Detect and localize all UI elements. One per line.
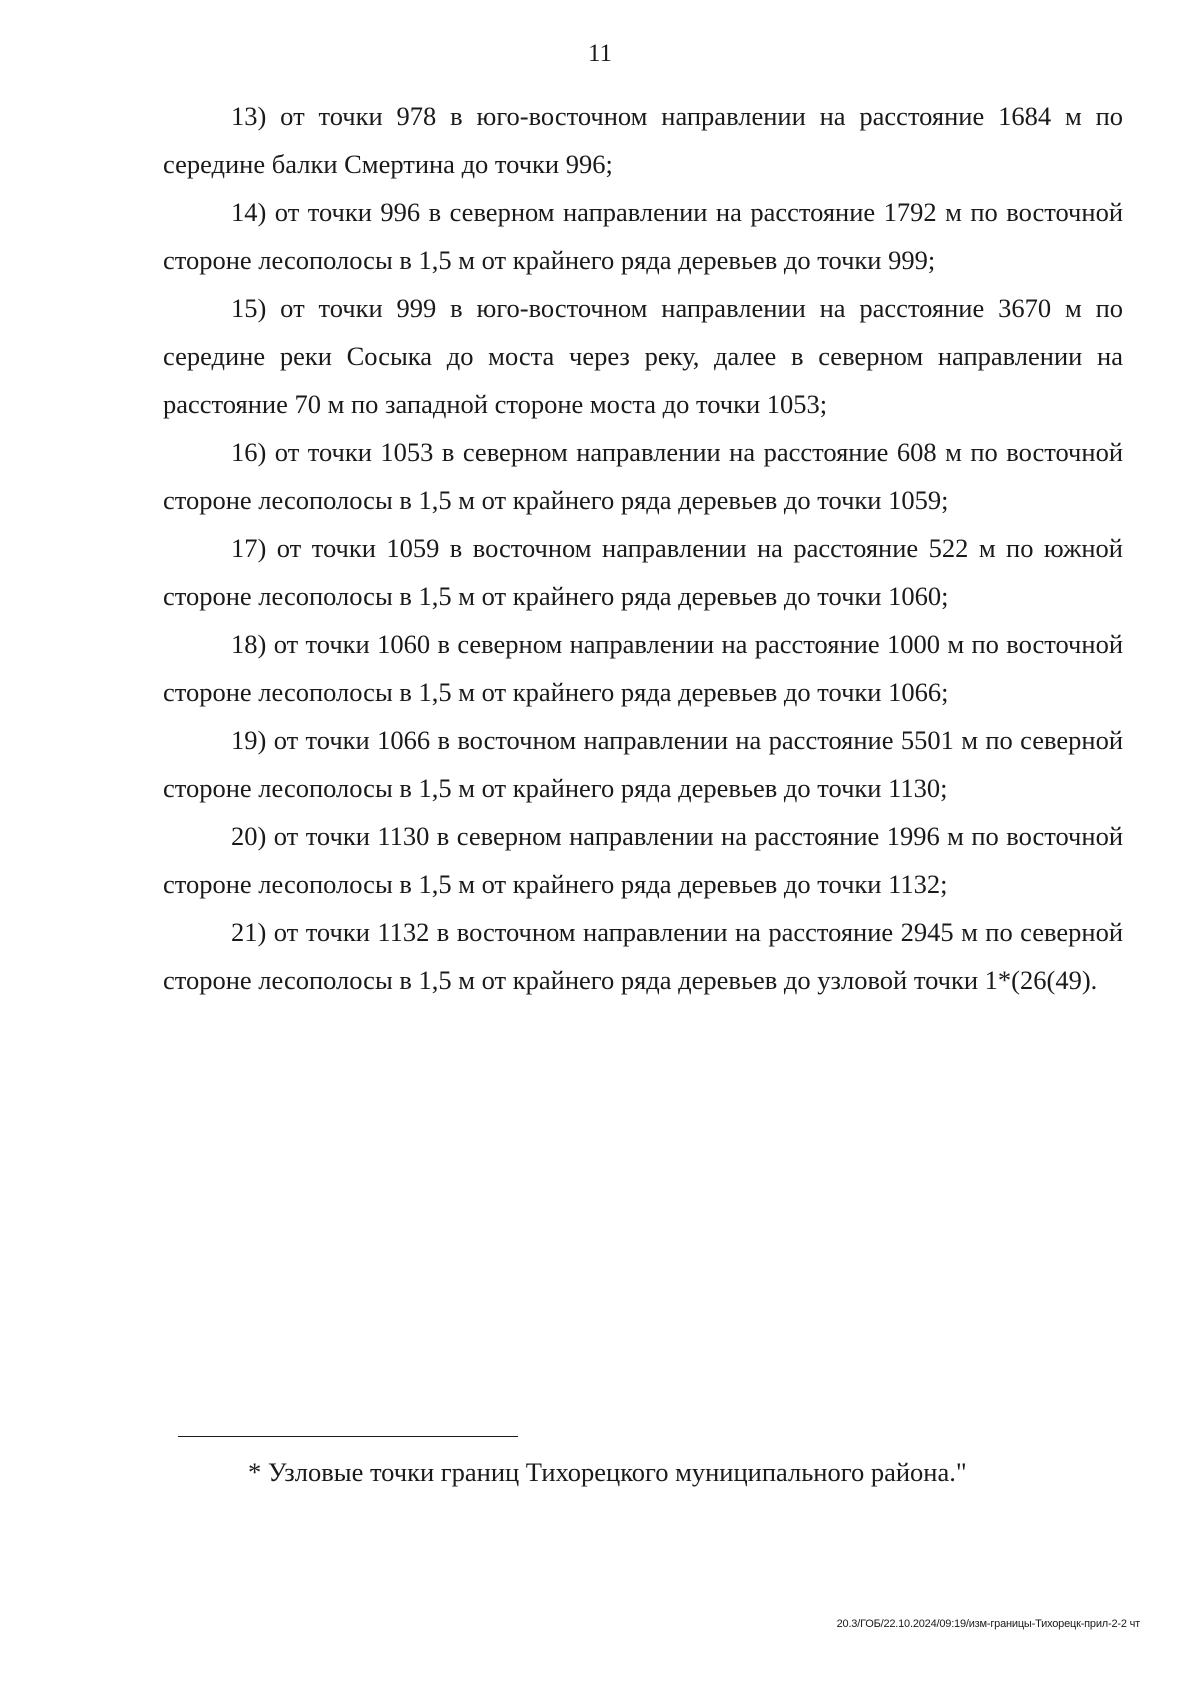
paragraph-19: 19) от точки 1066 в восточном направлении на расстояние 5501 м по северной стороне лесополосы в 1,5 м от крайнего ряда деревьев до точки 1130;	[163, 725, 1123, 803]
paragraph-18: 18) от точки 1060 в северном направлении на расстояние 1000 м по восточной стороне лесополосы в 1,5 м от крайнего ряда деревьев до точки 1066;	[163, 629, 1123, 707]
paragraph-16: 16) от точки 1053 в северном направлении на расстояние 608 м по восточной стороне лесополосы в 1,5 м от крайнего ряда деревьев до точки 1059;	[163, 437, 1123, 515]
paragraph-17: 17) от точки 1059 в восточном направлении на расстояние 522 м по южной стороне лесополосы в 1,5 м от крайнего ряда деревьев до точки 1060;	[163, 533, 1123, 611]
paragraph-15: 15) от точки 999 в юго-восточном направлении на расстояние 3670 м по середине реки Сосыка до моста через реку, далее в северном направлении на расстояние 70 м по западной стороне моста до точки 1053;	[163, 293, 1123, 419]
footnote: * Узловые точки границ Тихорецкого муниципального района."	[248, 1457, 967, 1487]
document-stamp: 20.3/ГОБ/22.10.2024/09:19/изм-границы-Тихорецк-прил-2-2 чт	[836, 1618, 1140, 1630]
paragraph-20: 20) от точки 1130 в северном направлении на расстояние 1996 м по восточной стороне лесополосы в 1,5 м от крайнего ряда деревьев до точки 1132;	[163, 821, 1123, 899]
page-number: 11	[587, 40, 613, 67]
paragraph-14: 14) от точки 996 в северном направлении на расстояние 1792 м по восточной стороне лесополосы в 1,5 м от крайнего ряда деревьев до точки 999;	[163, 197, 1123, 275]
footnote-divider	[178, 1436, 518, 1437]
document-body	[163, 92, 1123, 1004]
paragraph-21: 21) от точки 1132 в восточном направлении на расстояние 2945 м по северной стороне лесополосы в 1,5 м от крайнего ряда деревьев до узловой точки 1*(26(49).	[163, 917, 1123, 995]
paragraph-13: 13) от точки 978 в юго-восточном направлении на расстояние 1684 м по середине балки Смертина до точки 996;	[163, 101, 1123, 179]
